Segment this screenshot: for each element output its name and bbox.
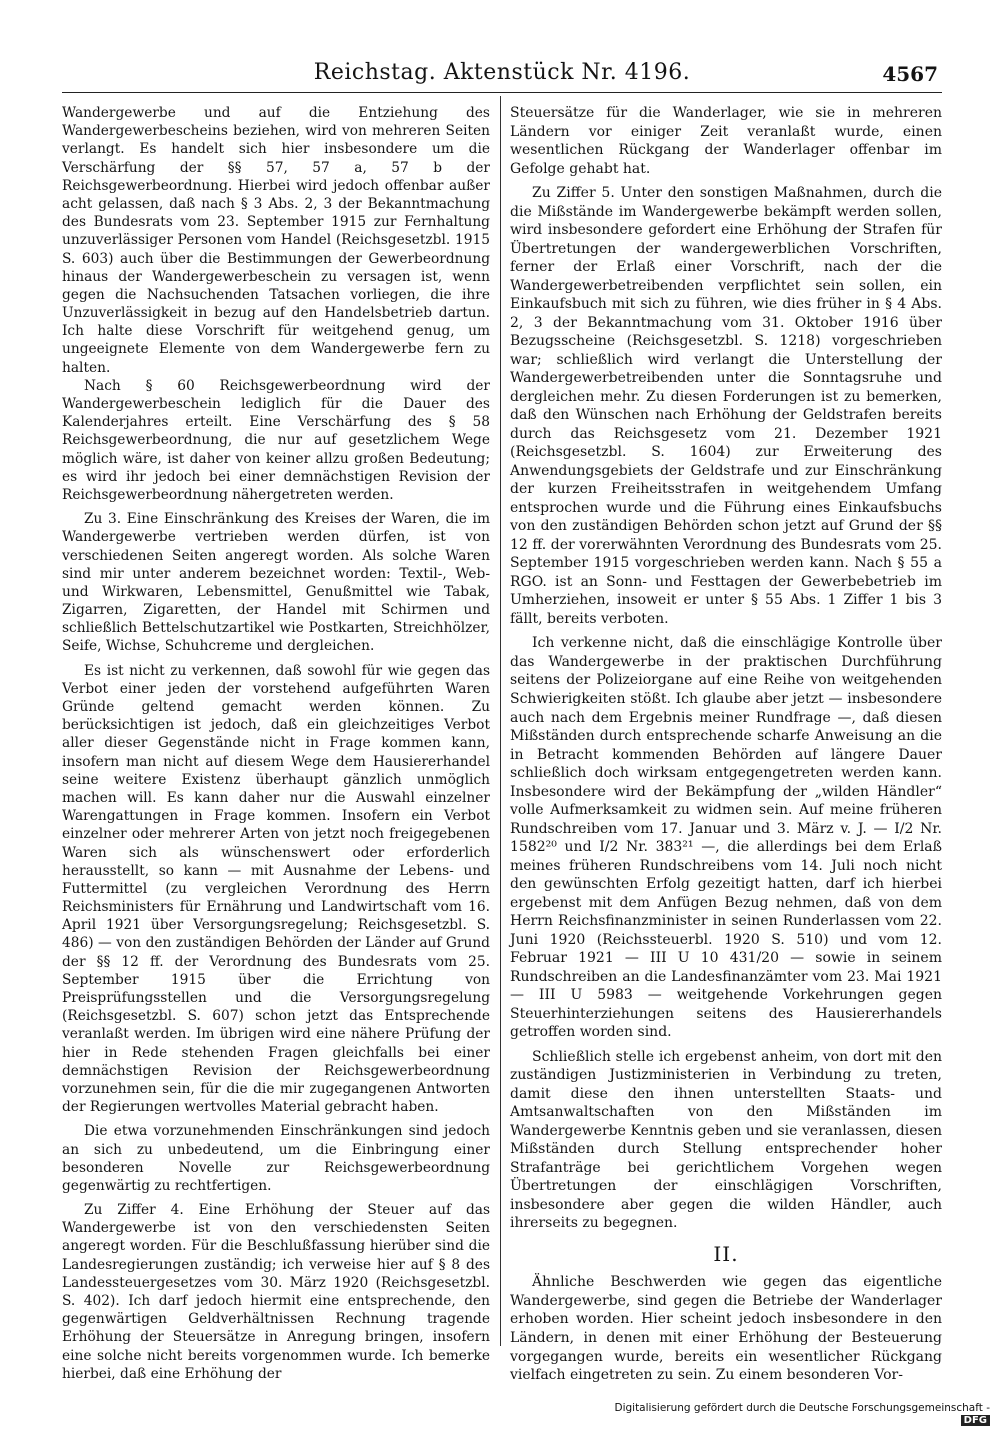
paragraph: Zu 3. Eine Einschränkung des Kreises der Waren, die im Wandergewerbe vertrieben werden dürfen, ist von verschiedenen Seiten angeregt worden. Als solche Waren sind mir unter anderem bezeichnet worden: Textil-, Web- und Wirkwaren, Lebensmittel, Genußmittel wie Tabak, Zigarren, Zigaretten, der Handel mit Schirmen und schließlich Bettelschutzartikel wie Postkarten, Streichhölzer, Seife, Wichse, Schuhcreme und dergleichen. <box>62 511 490 655</box>
paragraph: Es ist nicht zu verkennen, daß sowohl für wie gegen das Verbot einer jeden der vorstehend aufgeführten Waren Gründe geltend gemacht werden können. Zu berücksichtigen ist jedoch, daß ein gleichzeitiges Verbot aller dieser Gegenstände nicht in Frage kommen kann, insofern man nicht auf diesem Wege dem Hausiererhandel seine weitere Existenz überhaupt gänzlich unmöglich machen will. Es kann daher nur die Auswahl einzelner Warengattungen in Frage kommen. Insofern ein Verbot einzelner oder mehrerer Arten von jetzt noch freigegebenen Waren sich als wünschenswert oder erforderlich herausstellt, so kann — mit Ausnahme der Lebens- und Futtermittel (zu vergleichen Verordnung des Herrn Reichsministers für Ernährung und Landwirtschaft vom 16. April 1921 über Versorgungsregelung; Reichsgesetzbl. S. 486) — von den zuständigen Behörden der Länder auf Grund der §§ 12 ff. der Verordnung des Bundesrats vom 25. September 1915 über die Errichtung von Preisprüfungsstellen und die Versorgungsregelung (Reichsgesetzbl. S. 607) schon jetzt das Entsprechende veranlaßt werden. Im übrigen wird eine nähere Prüfung der hier in Rede stehenden Fragen gleichfalls bei einer demnächstigen Revision der Reichsgewerbeordnung vorzunehmen sein, für die die mir zugegangenen Antworten der Regierungen wertvolles Material gebracht haben. <box>62 662 490 1116</box>
paragraph: Steuersätze für die Wanderlager, wie sie in mehreren Ländern vor einiger Zeit veranlaßt wurde, einen wesentlichen Rückgang der Wanderlager offenbar im Gefolge gehabt hat. <box>510 105 942 177</box>
paragraph: Nach § 60 Reichsgewerbeordnung wird der Wandergewerbeschein lediglich für die Dauer des Kalenderjahres erteilt. Eine Verschärfung des § 58 Reichsgewerbeordnung, die nur auf gesetzlichem Wege möglich wäre, ist daher von keiner allzu großen Bedeutung; es wird ihr jedoch bei einer demnächstigen Revision der Reichsgewerbeordnung nähergetreten werden. <box>62 377 490 503</box>
paragraph: Zu Ziffer 4. Eine Erhöhung der Steuer auf das Wandergewerbe ist von den verschiedensten Seiten angeregt worden. Für die Beschlußfassung hierüber sind die Landesregierungen zuständig; ich verweise hier auf § 8 des Landessteuergesetzes vom 30. März 1920 (Reichsgesetzbl. S. 402). Ich darf jedoch hiermit eine entsprechende, den gegenwärtigen Geldverhältnissen Rechnung tragende Erhöhung der Steuersätze in Anregung bringen, insofern eine solche nicht bereits vorgenommen wurde. Ich bemerke hierbei, daß eine Erhöhung der <box>62 1202 490 1382</box>
paragraph: Wandergewerbe und auf die Entziehung des Wandergewerbescheins beziehen, wird von mehreren Seiten verlangt. Es handelt sich hier insbesondere um die Verschärfung der §§ 57, 57 a, 57 b der Reichsgewerbeordnung. Hierbei wird jedoch offenbar außer acht gelassen, daß nach § 3 Abs. 2, 3 der Bekanntmachung des Bundesrats vom 23. September 1915 zur Fernhaltung unzuverlässiger Personen vom Handel (Reichsgesetzbl. 1915 S. 603) auch über die Bestimmungen der Gewerbeordnung hinaus der Wandergewerbeschein zu versagen ist, wenn gegen die Nachsuchenden Tatsachen vorliegen, die ihre Unzuverlässigkeit in bezug auf den Handelsbetrieb dartun. Ich halte diese Vorschrift für weitgehend genug, um ungeeignete Elemente von dem Wandergewerbe fern zu halten. <box>62 105 490 376</box>
section-heading: II. <box>713 1241 739 1266</box>
paragraph: Ich verkenne nicht, daß die einschlägige Kontrolle über das Wandergewerbe in der praktischen Durchführung seitens der Polizeiorgane auf eine Reihe von weitgehenden Schwierigkeiten stößt. Ich glaube aber jetzt — insbesondere auch nach dem Ergebnis meiner Rundfrage —, daß diesen Mißständen durch entsprechende scharfe Anweisung an die in Betracht kommenden Behörden auf längere Dauer schließlich doch wirksam entgegengetreten werden kann. Insbesondere wird der Bekämpfung der „wilden Händler“ volle Aufmerksamkeit zu widmen sein. Auf meine früheren Rundschreiben vom 17. Januar und 3. März v. J. — I/2 Nr. 1582²⁰ und I/2 Nr. 383²¹ —, die allerdings bei dem Erlaß meines früheren Rundschreibens vom 14. Juli noch nicht den gewünschten Erfolg gezeitigt hatten, darf ich hierbei ergebenst mit dem Anfügen Bezug nehmen, daß von dem Herrn Reichsfinanzminister in seinen Runderlassen vom 22. Juni 1920 (Reichssteuerbl. 1920 S. 510) und vom 12. Februar 1921 — III U 10 431/20 — sowie in seinem Rundschreiben an die Landesfinanzämter vom 23. Mai 1921 — III U 5983 — weitgehende Vorkehrungen gegen Steuerhinterziehungen seitens des Hausiererhandels getroffen worden sind. <box>510 635 942 1041</box>
page-number: 4567 <box>882 62 938 86</box>
footer <box>590 1402 990 1426</box>
paragraph: Die etwa vorzunehmenden Einschränkungen sind jedoch an sich zu unbedeutend, um die Einbringung einer besonderen Novelle zur Reichsgewerbeordnung gegenwärtig zu rechtfertigen. <box>62 1123 490 1194</box>
page-header <box>62 58 942 93</box>
footer-text: Digitalisierung gefördert durch die Deutsche Forschungsgemeinschaft - <box>614 1402 990 1414</box>
paragraph: Zu Ziffer 5. Unter den sonstigen Maßnahmen, durch die die Mißstände im Wandergewerbe bekämpft werden sollen, wird insbesondere gefordert eine Erhöhung der Strafen für Übertretungen der wandergewerblichen Vorschriften, ferner der Erlaß einer Vorschrift, nach der die Wandergewerbetreibenden verpflichtet sein sollen, ein Einkaufsbuch mit sich zu führen, wie dies früher in § 4 Abs. 2, 3 der Bekanntmachung vom 31. Oktober 1916 über Bezugsscheine (Reichsgesetzbl. S. 1218) vorgeschrieben war; schließlich wird verlangt die Unterstellung der Wandergewerbetreibenden unter die Sonntagsruhe und dergleichen mehr. Zu diesen Forderungen ist zu bemerken, daß den Wünschen nach Erhöhung der Geldstrafen bereits durch das Reichsgesetz vom 21. Dezember 1921 (Reichsgesetzbl. S. 1604) zur Erweiterung des Anwendungsgebiets der Geldstrafe und zur Einschränkung der kurzen Freiheitsstrafen in weitgehendem Umfang entsprochen wurde und die Führung eines Einkaufsbuchs von den zuständigen Behörden schon jetzt auf Grund der §§ 12 ff. der vorerwähnten Verordnung des Bundesrats vom 25. September 1915 vorgeschrieben werden kann. Nach § 55 a RGO. ist an Sonn- und Festtagen der Gewerbebetrieb im Umherziehen, insoweit er unter § 55 Abs. 1 Ziffer 1 bis 3 fällt, bereits verboten. <box>510 185 942 627</box>
column-divider <box>500 96 501 1346</box>
left-column <box>62 104 490 1383</box>
paragraph: Schließlich stelle ich ergebenst anheim, von dort mit den zuständigen Justizministerien in Verbindung zu treten, damit diese den ihnen unterstellten Staats- und Amtsanwaltschaften von den Mißständen im Wandergewerbe Kenntnis geben und sie veranlassen, diesen Mißständen durch Stellung entsprechender hoher Strafanträge bei gerichtlichem Vorgehen wegen Übertretungen der einschlägigen Vorschriften, insbesondere aber gegen die wilden Händler, auch ihrerseits zu begegnen. <box>510 1048 942 1232</box>
paragraph: Ähnliche Beschwerden wie gegen das eigentliche Wandergewerbe, sind gegen die Betriebe der Wanderlager erhoben worden. Hier scheint jedoch insbesondere in den Ländern, in denen mit einer Erhöhung der Besteuerung vorgegangen wurde, bereits ein wesentlicher Rückgang vielfach eingetreten zu sein. Zu einem besonderen Vor- <box>510 1274 942 1384</box>
right-column <box>510 104 942 1385</box>
header-title: Reichstag. Aktenstück Nr. 4196. <box>313 60 691 85</box>
dfg-logo-icon: DFG <box>961 1415 990 1426</box>
